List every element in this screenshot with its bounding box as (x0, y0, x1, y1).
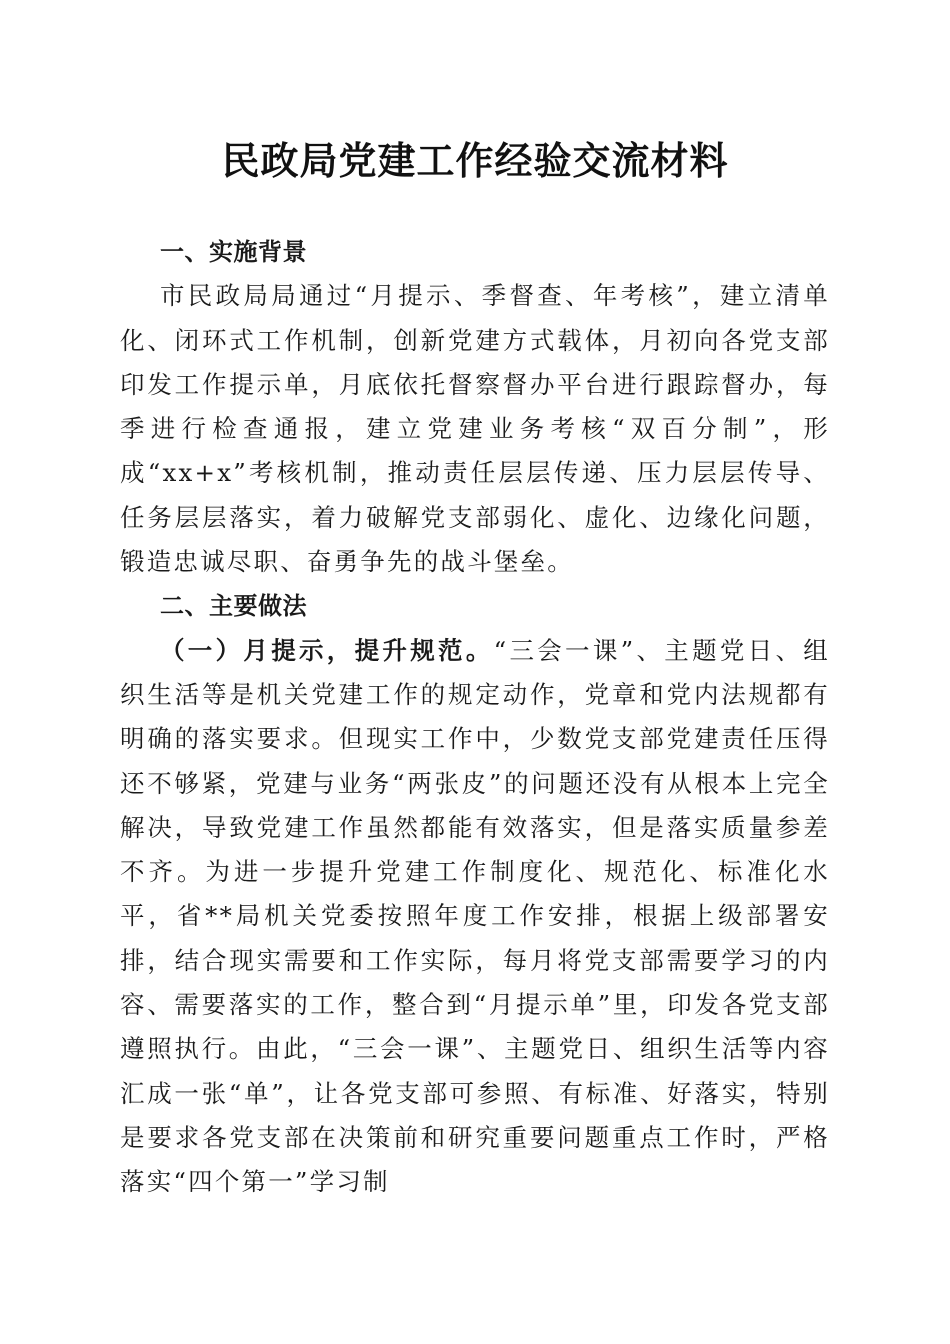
background-paragraph: 市民政局局通过“月提示、季督查、年考核”，建立清单化、闭环式工作机制，创新党建方式载体，月初向各党支部印发工作提示单，月底依托督察督办平台进行跟踪督办，每季进行检查通报，建立党建业务考核“双百分制”，形成“xx+x”考核机制，推动责任层层传递、压力层层传导、任务层层落实，着力破解党支部弱化、虚化、边缘化问题，锻造忠诚尽职、奋勇争先的战斗堡垒。 (120, 281, 830, 577)
practice-paragraph-1 (120, 629, 830, 1205)
section-heading-practices: 二、主要做法 (160, 592, 307, 621)
document-body (120, 230, 830, 1205)
subsection-lead: （一）月提示，提升规范。 (160, 635, 494, 665)
subsection-text: “三会一课”、主题党日、组织生活等是机关党建工作的规定动作，党章和党内法规都有明确的落实要求。但现实工作中，少数党支部党建责任压得还不够紧，党建与业务“两张皮”的问题还没有从根本上完全解决，导致党建工作虽然都能有效落实，但是落实质量参差不齐。为进一步提升党建工作制度化、规范化、标准化水平，省**局机关党委按照年度工作安排，根据上级部署安排，结合现实需要和工作实际，每月将党支部需要学习的内容、需要落实的工作，整合到“月提示单”里，印发各党支部遵照执行。由此，“三会一课”、主题党日、组织生活等内容汇成一张“单”，让各党支部可参照、有标准、好落实，特别是要求各党支部在决策前和研究重要问题重点工作时，严格落实“四个第一”学习制 (120, 635, 830, 1197)
section-heading-background: 一、实施背景 (160, 238, 307, 266)
document-title: 民政局党建工作经验交流材料 (221, 138, 729, 183)
